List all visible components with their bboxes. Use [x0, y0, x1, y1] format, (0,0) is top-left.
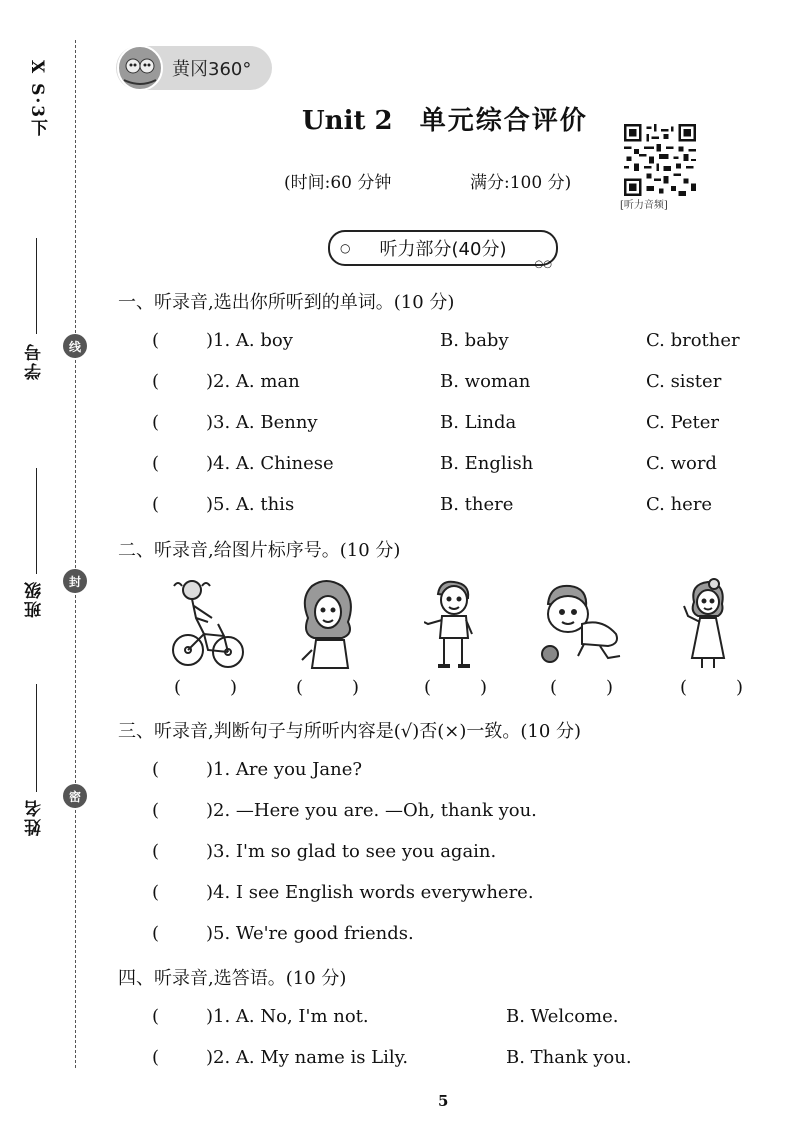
part1-option-b: B. Linda [440, 412, 517, 433]
part4-option-b: B. Welcome. [506, 1006, 619, 1027]
part1-option-c: C. sister [646, 371, 722, 392]
answer-paren[interactable]: ( [152, 412, 160, 433]
answer-paren[interactable]: ( [152, 759, 160, 780]
picture-answer-open[interactable]: ( [174, 677, 182, 698]
class-label: 班级 [25, 580, 45, 618]
answer-paren[interactable]: ( [152, 494, 160, 515]
part1-option-b: B. woman [440, 371, 531, 392]
part1-option-b: B. there [440, 494, 514, 515]
score-info: 满分:100 分) [470, 173, 572, 193]
name-label: 姓名 [25, 798, 45, 836]
picture-answer-open[interactable]: ( [424, 677, 432, 698]
name-line [36, 684, 37, 792]
part4-heading: 四、听录音,选答语。(10 分) [118, 968, 347, 989]
student-number-label: 学号 [25, 342, 45, 380]
cut-line [75, 40, 76, 1068]
part1-option-b: B. baby [440, 330, 509, 351]
girl-waving-picture [680, 578, 736, 670]
part1-item-5: )5. A. this [206, 494, 295, 515]
qr-caption: [听力音频] [620, 200, 668, 211]
answer-paren[interactable]: ( [152, 841, 160, 862]
time-info: (时间:60 分钟 [284, 173, 392, 193]
part3-heading: 三、听录音,判断句子与所听内容是(√)否(×)一致。(10 分) [118, 721, 582, 742]
answer-paren[interactable]: ( [152, 882, 160, 903]
section-close-mark: ○○ [534, 259, 552, 270]
part4-item-2: )2. A. My name is Lily. [206, 1047, 409, 1068]
answer-paren[interactable]: ( [152, 923, 160, 944]
part3-item-1: )1. Are you Jane? [206, 759, 363, 780]
part2-heading: 二、听录音,给图片标序号。(10 分) [118, 540, 401, 561]
picture-answer-open[interactable]: ( [550, 677, 558, 698]
boy-pointing-picture [424, 578, 480, 672]
woman-curly-hair-picture [298, 578, 358, 670]
picture-answer-close: ) [230, 677, 238, 698]
part3-item-3: )3. I'm so glad to see you again. [206, 841, 497, 862]
picture-answer-open[interactable]: ( [680, 677, 688, 698]
part4-option-b: B. Thank you. [506, 1047, 632, 1068]
edition-label: X S·3下 [27, 60, 47, 139]
baby-crawling-picture [538, 578, 626, 666]
part3-item-4: )4. I see English words everywhere. [206, 882, 534, 903]
page-title [302, 100, 588, 137]
seal-mark-seal: 封 [63, 569, 87, 593]
page-number: 5 [438, 1092, 449, 1110]
part1-option-c: C. here [646, 494, 713, 515]
picture-answer-close: ) [736, 677, 744, 698]
answer-paren[interactable]: ( [152, 1006, 160, 1027]
part3-item-5: )5. We're good friends. [206, 923, 414, 944]
part1-option-c: C. Peter [646, 412, 720, 433]
unit-label: Unit 2 [302, 106, 393, 136]
part1-item-1: )1. A. boy [206, 330, 293, 351]
brand-mascot-icon [116, 44, 164, 92]
seal-mark-line: 线 [63, 334, 87, 358]
brand-name: 黄冈360° [172, 59, 252, 80]
seal-mark-secret: 密 [63, 784, 87, 808]
part1-item-3: )3. A. Benny [206, 412, 318, 433]
section-open-mark: ○ [340, 241, 351, 255]
listening-section-label [328, 230, 558, 270]
part4-item-1: )1. A. No, I'm not. [206, 1006, 369, 1027]
qr-code-icon[interactable] [624, 124, 696, 196]
picture-answer-open[interactable]: ( [296, 677, 304, 698]
girl-on-bicycle-picture [168, 578, 248, 674]
picture-answer-close: ) [606, 677, 614, 698]
answer-paren[interactable]: ( [152, 800, 160, 821]
answer-paren[interactable]: ( [152, 330, 160, 351]
answer-paren[interactable]: ( [152, 453, 160, 474]
part1-option-c: C. brother [646, 330, 740, 351]
part3-item-2: )2. —Here you are. —Oh, thank you. [206, 800, 537, 821]
answer-paren[interactable]: ( [152, 1047, 160, 1068]
part1-heading: 一、听录音,选出你所听到的单词。(10 分) [118, 292, 455, 313]
picture-answer-close: ) [352, 677, 360, 698]
class-line [36, 468, 37, 574]
part1-option-b: B. English [440, 453, 534, 474]
part1-item-4: )4. A. Chinese [206, 453, 334, 474]
picture-answer-close: ) [480, 677, 488, 698]
section-label-text: 听力部分(40分) [379, 239, 507, 260]
student-number-line [36, 238, 37, 334]
part1-item-2: )2. A. man [206, 371, 300, 392]
title-text: 单元综合评价 [419, 106, 588, 136]
answer-paren[interactable]: ( [152, 371, 160, 392]
part1-option-c: C. word [646, 453, 717, 474]
